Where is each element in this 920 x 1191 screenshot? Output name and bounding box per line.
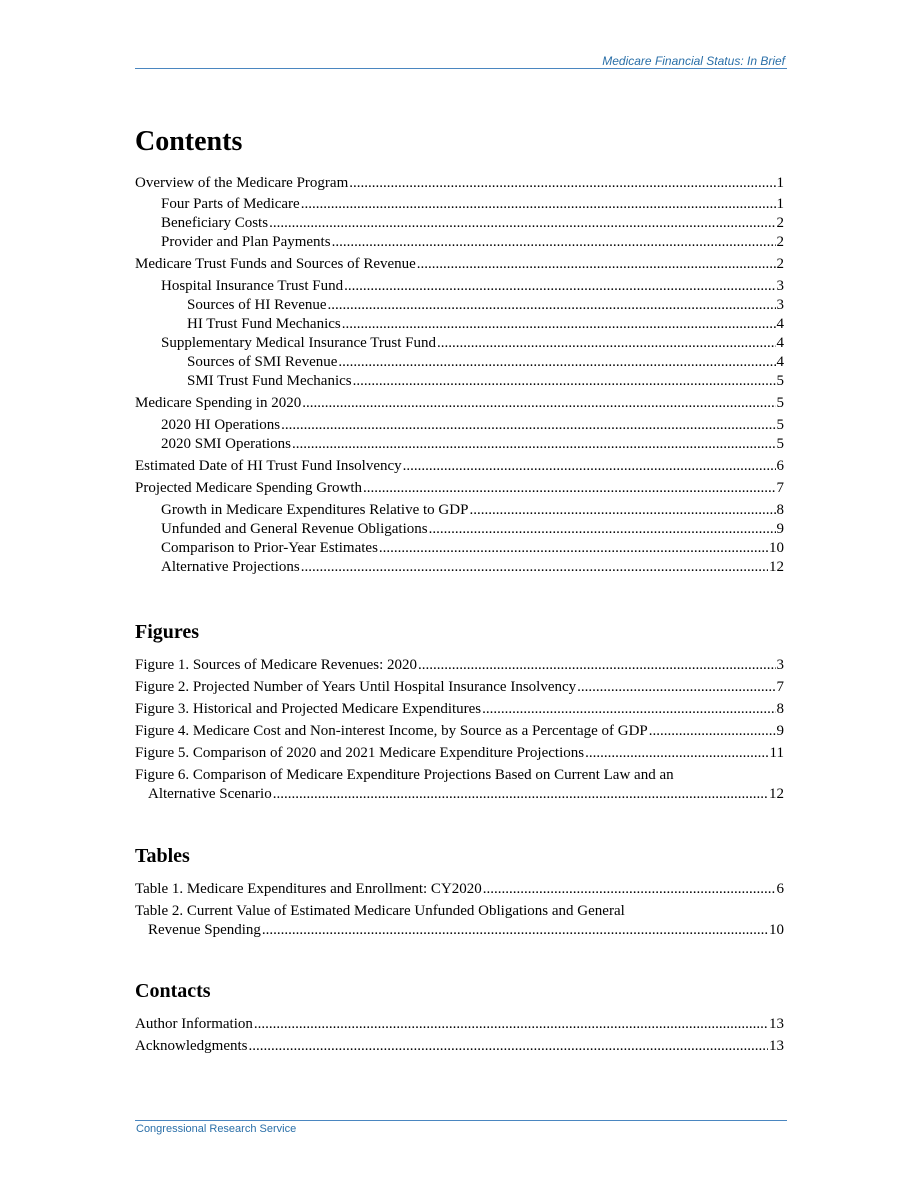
leader-dots: [281, 416, 775, 435]
toc-entry-continuation: [135, 921, 784, 940]
toc-entry-label: SMI Trust Fund Mechanics: [187, 373, 352, 389]
contacts-list: [135, 1015, 784, 1059]
toc-page-number: 8: [776, 502, 784, 518]
toc-entry[interactable]: [135, 435, 784, 457]
toc-entry[interactable]: [135, 1037, 784, 1059]
toc-page-number: 5: [776, 373, 784, 389]
toc-entry-label-continued: Revenue Spending: [148, 922, 261, 938]
leader-dots: [403, 457, 776, 476]
toc-page-number: 13: [769, 1038, 784, 1054]
leader-dots: [301, 558, 768, 577]
toc-entry[interactable]: [135, 233, 784, 255]
toc-page-number: 4: [776, 354, 784, 370]
toc-page-number: 8: [776, 701, 784, 717]
toc-page-number: 13: [769, 1016, 784, 1032]
leader-dots: [437, 334, 776, 353]
toc-entry[interactable]: [135, 174, 784, 195]
running-header-title: Medicare Financial Status: In Brief: [602, 54, 785, 68]
toc-page-number: 5: [776, 395, 784, 411]
leader-dots: [342, 315, 776, 334]
toc-entry[interactable]: [135, 394, 784, 416]
toc-page-number: 5: [776, 436, 784, 452]
toc-entry[interactable]: [135, 700, 784, 722]
toc-page-number: 2: [776, 215, 784, 231]
leader-dots: [292, 435, 776, 454]
tables-list: [135, 880, 784, 940]
toc-page-number: 11: [769, 745, 784, 761]
toc-entry[interactable]: [135, 656, 784, 678]
footer-rule: [135, 1120, 787, 1121]
toc-page-number: 7: [776, 480, 784, 496]
leader-dots: [328, 296, 776, 315]
toc-entry[interactable]: [135, 334, 784, 353]
leader-dots: [649, 722, 776, 741]
toc-entry-label: Figure 1. Sources of Medicare Revenues: 2020: [135, 657, 418, 673]
toc-entry-label: Supplementary Medical Insurance Trust Fund: [161, 335, 436, 351]
toc-page-number: 6: [776, 881, 784, 897]
toc-page-number: 1: [776, 196, 784, 212]
toc-entry[interactable]: [135, 214, 784, 233]
toc-entry[interactable]: [135, 678, 784, 700]
toc-entry[interactable]: [135, 277, 784, 296]
toc-entry-wrapped[interactable]: [135, 766, 784, 804]
toc-entry-label: Sources of SMI Revenue: [187, 354, 338, 370]
toc-page-number: 5: [776, 417, 784, 433]
leader-dots: [585, 744, 768, 763]
leader-dots: [482, 700, 775, 719]
toc-page-number: 12: [769, 559, 784, 575]
toc-entry-label: Projected Medicare Spending Growth: [135, 480, 363, 496]
toc-entry-label: Figure 5. Comparison of 2020 and 2021 Medicare Expenditure Projections: [135, 745, 585, 761]
toc-page-number: 10: [769, 540, 784, 556]
footer-organization: Congressional Research Service: [136, 1123, 297, 1135]
toc-entry[interactable]: [135, 558, 784, 577]
toc-entry[interactable]: [135, 539, 784, 558]
toc-entry[interactable]: [135, 195, 784, 214]
leader-dots: [269, 214, 775, 233]
leader-dots: [248, 1037, 768, 1056]
toc-entry-label: Sources of HI Revenue: [187, 297, 327, 313]
toc-page-number: 4: [776, 316, 784, 332]
leader-dots: [332, 233, 776, 252]
toc-entry-label: Table 2. Current Value of Estimated Medicare Unfunded Obligations and General: [135, 903, 625, 919]
toc-page-number: 4: [776, 335, 784, 351]
toc-entry-label: Figure 3. Historical and Projected Medicare Expenditures: [135, 701, 482, 717]
toc-page-number: 2: [776, 234, 784, 250]
toc-page-number: 9: [776, 723, 784, 739]
toc-entry-label: Alternative Projections: [161, 559, 300, 575]
leader-dots: [262, 921, 768, 940]
toc-page-number: 3: [776, 657, 784, 673]
toc-entry[interactable]: [135, 501, 784, 520]
leader-dots: [469, 501, 775, 520]
toc-entry[interactable]: [135, 479, 784, 501]
leader-dots: [429, 520, 776, 539]
toc-page-number: 1: [776, 175, 784, 191]
toc-entry[interactable]: [135, 520, 784, 539]
toc-entry-label: Figure 6. Comparison of Medicare Expenditure Projections Based on Current Law and an: [135, 767, 674, 783]
leader-dots: [418, 656, 775, 675]
toc-page-number: 3: [776, 297, 784, 313]
leader-dots: [353, 372, 776, 391]
toc-entry-label: HI Trust Fund Mechanics: [187, 316, 341, 332]
toc-entry-label: Medicare Trust Funds and Sources of Revenue: [135, 256, 416, 272]
toc-entry[interactable]: [135, 315, 784, 334]
toc-page-number: 6: [776, 458, 784, 474]
toc-entry[interactable]: [135, 1015, 784, 1037]
toc-page-number: 3: [776, 278, 784, 294]
toc-entry[interactable]: [135, 880, 784, 902]
toc-entry[interactable]: [135, 722, 784, 744]
toc-entry-wrapped[interactable]: [135, 902, 784, 940]
contacts-heading: Contacts: [135, 980, 211, 1002]
toc-entry[interactable]: [135, 255, 784, 277]
leader-dots: [577, 678, 775, 697]
toc-entry-label: Medicare Spending in 2020: [135, 395, 302, 411]
leader-dots: [273, 785, 768, 804]
figures-heading: Figures: [135, 621, 200, 643]
leader-dots: [301, 195, 776, 214]
leader-dots: [363, 479, 775, 498]
toc-entry[interactable]: [135, 372, 784, 394]
toc-entry[interactable]: [135, 296, 784, 315]
toc-entry-label: Growth in Medicare Expenditures Relative to GDP: [161, 502, 469, 518]
toc-entry-label: Estimated Date of HI Trust Fund Insolvency: [135, 458, 402, 474]
toc-page-number: 2: [776, 256, 784, 272]
leader-dots: [417, 255, 776, 274]
toc-entry-label: Unfunded and General Revenue Obligations: [161, 521, 428, 537]
toc-entry-label: Overview of the Medicare Program: [135, 175, 349, 191]
leader-dots: [483, 880, 776, 899]
toc-entry-label: Provider and Plan Payments: [161, 234, 331, 250]
leader-dots: [379, 539, 768, 558]
toc-entry[interactable]: [135, 457, 784, 479]
contents-heading: Contents: [135, 126, 243, 157]
toc-entry-label: 2020 HI Operations: [161, 417, 281, 433]
toc-entry-label: Figure 4. Medicare Cost and Non-interest Income, by Source as a Percentage of GDP: [135, 723, 648, 739]
leader-dots: [349, 174, 775, 193]
toc-entry[interactable]: [135, 353, 784, 372]
toc-entry-label: Figure 2. Projected Number of Years Until Hospital Insurance Insolvency: [135, 679, 577, 695]
leader-dots: [254, 1015, 768, 1034]
figures-list: [135, 656, 784, 804]
header-rule: [135, 68, 787, 69]
leader-dots: [338, 353, 775, 372]
toc-entry[interactable]: [135, 416, 784, 435]
toc-entry-label: Hospital Insurance Trust Fund: [161, 278, 344, 294]
toc-entry-label: 2020 SMI Operations: [161, 436, 291, 452]
toc-entry-label: Table 1. Medicare Expenditures and Enrollment: CY2020: [135, 881, 482, 897]
toc-entry[interactable]: [135, 744, 784, 766]
leader-dots: [344, 277, 775, 296]
toc-entry-label-continued: Alternative Scenario: [148, 786, 272, 802]
toc-entry-label: Four Parts of Medicare: [161, 196, 300, 212]
toc-entry-label: Beneficiary Costs: [161, 215, 269, 231]
tables-heading: Tables: [135, 845, 190, 867]
toc-page-number: 10: [769, 922, 784, 938]
contents-list: [135, 174, 784, 577]
toc-entry-label: Author Information: [135, 1016, 253, 1032]
toc-entry-label: Comparison to Prior-Year Estimates: [161, 540, 378, 556]
toc-page-number: 7: [776, 679, 784, 695]
toc-entry-continuation: [135, 785, 784, 804]
toc-page-number: 9: [776, 521, 784, 537]
leader-dots: [302, 394, 775, 413]
toc-entry-label: Acknowledgments: [135, 1038, 248, 1054]
toc-page-number: 12: [769, 786, 784, 802]
